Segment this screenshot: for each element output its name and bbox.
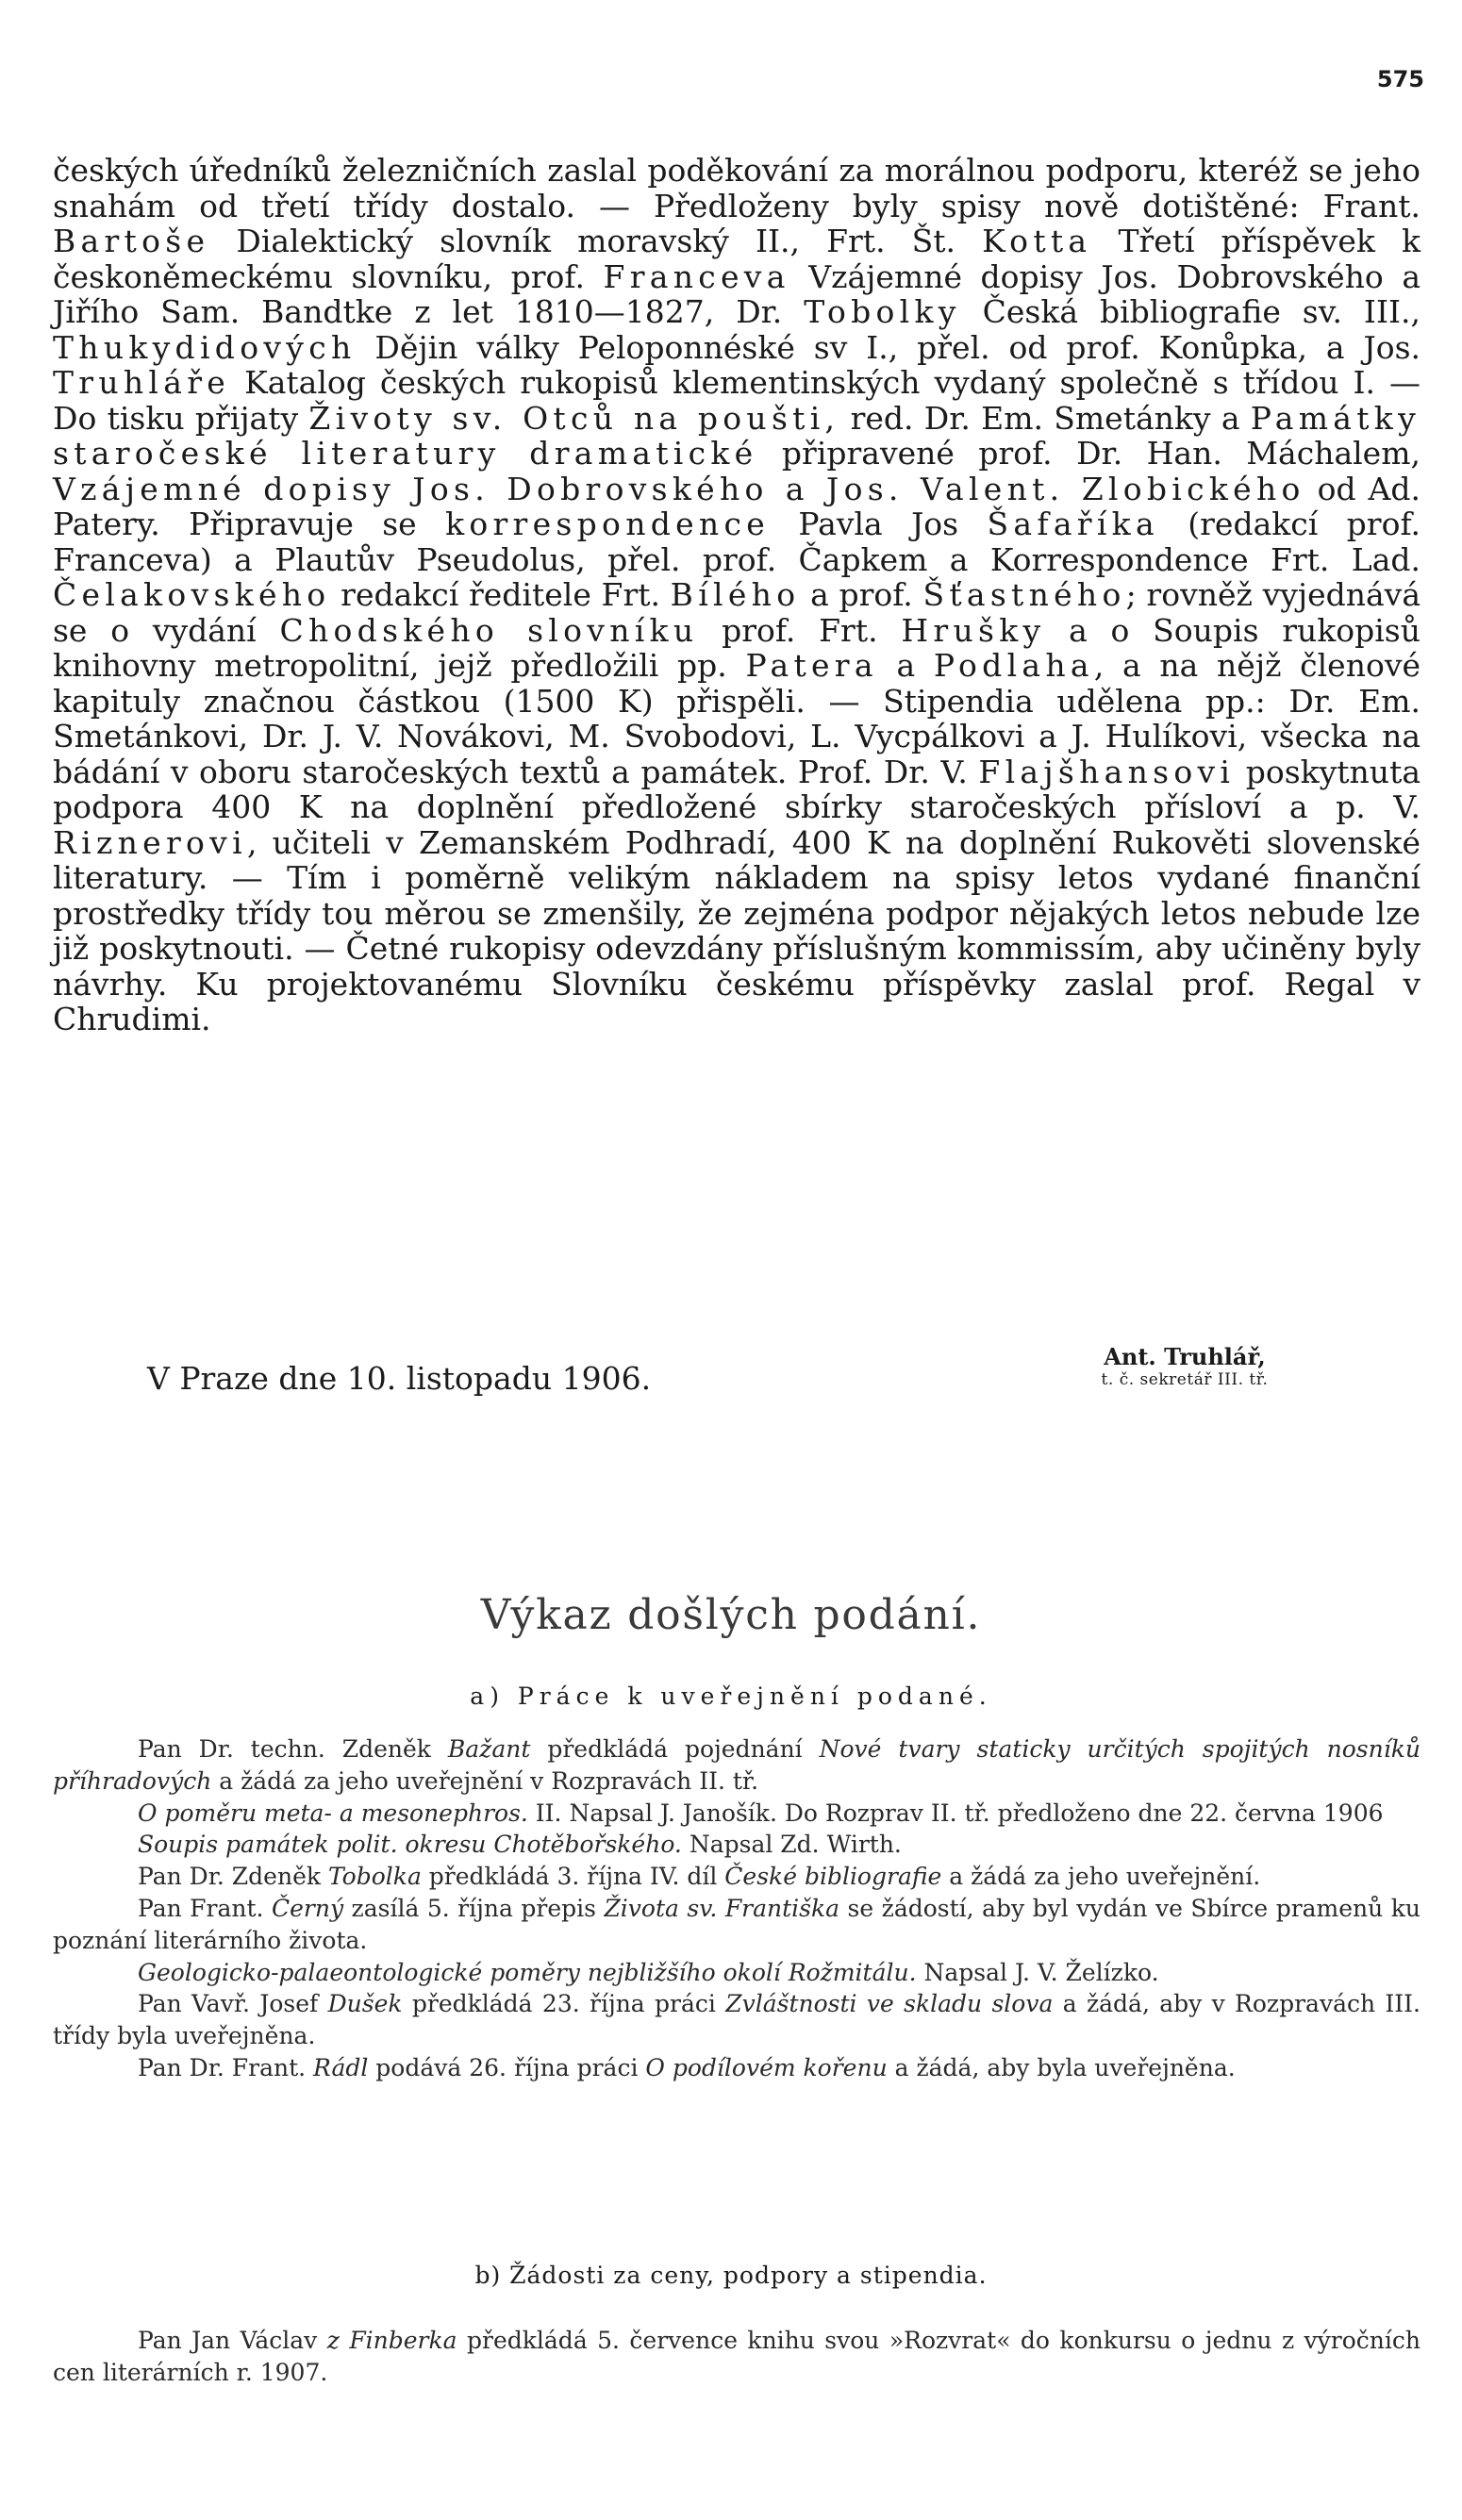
- spaced-emphasis: korrespondence: [445, 506, 771, 542]
- text-run: Vzájemné dopisy Jos. Dobrovského a Jiřího Sam. Bandtke z let 1810—1827, Dr.: [53, 257, 1420, 330]
- text-run: se žádostí, aby byl vydán ve Sbírce pramenů ku poznání literárního života.: [53, 1894, 1420, 1954]
- text-run: poskytnuta podpora 400 K na doplnění předložené sbírky staročeských přísloví a p. V.: [53, 753, 1421, 825]
- signature-row: [53, 1330, 1420, 1396]
- section-title: Výkaz došlých podání.: [480, 1590, 982, 1639]
- italic-title: Černý: [271, 1894, 344, 1922]
- submission-entry: [53, 1733, 1420, 1798]
- italic-title: O podílovém kořenu: [645, 2053, 888, 2081]
- spaced-emphasis: Životy sv. Otců na poušti,: [308, 399, 840, 437]
- submission-entry: [53, 1893, 1420, 1957]
- submission-entry: [53, 1829, 1420, 1861]
- text-run: Pan Dr. Zdeněk: [138, 1863, 328, 1891]
- spaced-emphasis: Kotta: [982, 223, 1092, 259]
- text-run: a žádá za jeho uveřejnění.: [941, 1863, 1261, 1891]
- text-run: zasílá 5. října přepis: [343, 1894, 605, 1922]
- text-run: a: [877, 647, 934, 684]
- date-line: V Praze dne 10. listopadu 1906.: [147, 1360, 652, 1397]
- submission-entry: [53, 1957, 1420, 1989]
- italic-title: Zvláštnosti ve skladu slova: [725, 1990, 1054, 2018]
- italic-title: Života sv. Františka: [604, 1894, 840, 1922]
- spaced-emphasis: Bartoše: [53, 223, 210, 259]
- spaced-emphasis: Šafaříka: [987, 506, 1159, 542]
- text-run: předkládá 3. října IV. díl: [421, 1863, 725, 1891]
- subsection-heading-b: b) Žádosti za ceny, podpory a stipendia.: [474, 2262, 988, 2289]
- text-run: podává 26. října práci: [368, 2053, 646, 2081]
- text-run: , a na nějž členové kapituly značnou částkou (1500 K) přispěli. — Stipendia udělena pp.: Dr. Em. Smetánkovi, Dr. J. V. Novákovi, M. Svobodovi, L. Vycpálkovi a J. Hulíkovi, všecka na bádání v oboru staročeských textů a památek. Prof. Dr. V.: [53, 647, 1421, 790]
- submission-entry: [53, 1798, 1420, 1830]
- italic-title: Tobolka: [327, 1863, 422, 1891]
- italic-title: České bibliografie: [724, 1863, 942, 1891]
- text-run: red. Dr. Em. Smetánky a: [839, 399, 1251, 437]
- text-run: ; rovněž vyjednává se o vydání: [53, 576, 1420, 649]
- text-run: českých úředníků železničních zaslal poděkování za morálnou podporu, kteréž se jeho snahám od třetí třídy dostalo. — Předloženy byly spisy nově dotištěné: Frant.: [53, 152, 1420, 224]
- text-run: Pan Jan Václav: [138, 2327, 327, 2354]
- text-run: Katalog českých rukopisů klementinských vydaný společně s třídou I. — Do tisku přijaty: [53, 364, 1420, 437]
- spaced-emphasis: Bílého: [670, 576, 801, 613]
- text-run: Napsal J. V. Želízko.: [916, 1958, 1159, 1986]
- submission-entry: [53, 1988, 1420, 2052]
- text-run: a žádá, aby v Rozpravách III. třídy byla uveřejněna.: [53, 1990, 1420, 2050]
- text-run: a o Soupis rukopisů knihovny metropolitní, jejž předložili pp.: [53, 611, 1420, 684]
- text-run: předkládá 23. října práci: [402, 1990, 726, 2018]
- signatory-name: Ant. Truhlář,: [1104, 1343, 1266, 1370]
- spaced-emphasis: Vzájemné dopisy Jos. Dobrovského a Jos. Valent. Zlobického: [53, 470, 1305, 507]
- italic-title: Bažant: [447, 1735, 531, 1763]
- spaced-emphasis: Šťastného: [922, 576, 1126, 613]
- spaced-emphasis: Podlaha: [933, 647, 1094, 684]
- text-run: Pavla Jos: [770, 506, 988, 542]
- spaced-emphasis: Riznerovi: [53, 823, 247, 861]
- text-run: (redakcí prof. Franceva) a Plautův Pseudolus, přel. prof. Čapkem a Korrespondence Frt. Lad.: [53, 506, 1420, 578]
- spaced-emphasis: Franceva: [603, 257, 790, 295]
- text-run: Třetí příspěvek k českoněmeckému slovníku, prof.: [53, 223, 1420, 295]
- italic-title: Dušek: [327, 1990, 403, 2018]
- submissions-list-a: [53, 1733, 1420, 2084]
- text-run: Napsal Zd. Wirth.: [681, 1831, 902, 1859]
- italic-title: Rádl: [313, 2053, 369, 2081]
- text-run: Dialektický slovník moravský II., Frt. Št.: [209, 223, 983, 259]
- text-run: od Ad. Patery. Připravuje se: [53, 470, 1421, 542]
- subsection-heading-a: a) Práce k uveřejnění podané.: [470, 1683, 992, 1710]
- submission-entry: [53, 2325, 1420, 2389]
- text-run: Dějin války Peloponnéské sv I., přel. od prof. Konůpka, a Jos.: [356, 328, 1420, 366]
- text-run: , učiteli v Zemanském Podhradí, 400 K na doplnění Rukověti slovenské literatury. — Tím i poměrně velikým nákladem na spisy letos vydané finanční prostředky třídy tou měrou se zmenšily, že zejména podpor nějakých letos nebude lze již poskytnouti. — Četné rukopisy odevzdány příslušným kommissím, aby učiněny byly návrhy. Ku projektovanému Slovníku českému příspěvky zaslal prof. Regal v Chrudimi.: [53, 823, 1420, 1037]
- text-run: Pan Frant.: [138, 1894, 272, 1922]
- italic-title: Soupis památek polit. okresu Chotěbořského.: [138, 1831, 682, 1859]
- text-run: redakcí ředitele Frt.: [330, 576, 671, 613]
- spaced-emphasis: Tobolky: [804, 293, 961, 330]
- text-run: Česká bibliografie sv. III.,: [960, 293, 1420, 330]
- spaced-emphasis: Thukydidových: [53, 328, 357, 366]
- page-number: 575: [1376, 66, 1424, 92]
- text-run: a žádá za jeho uveřejnění v Rozpravách II. tř.: [211, 1766, 759, 1795]
- text-run: připravené prof. Dr. Han. Máchalem,: [757, 435, 1420, 472]
- italic-title: Geologicko-palaeontologické poměry nejbližšího okolí Rožmitálu.: [138, 1958, 917, 1986]
- text-run: předkládá 5. července knihu svou »Rozvrat« do konkursu o jednu z výročních cen literárních r. 1907.: [53, 2327, 1420, 2386]
- text-run: II. Napsal J. Janošík. Do Rozprav II. tř. předloženo dne 22. června 1906: [527, 1799, 1384, 1827]
- spaced-emphasis: Hrušky: [901, 611, 1046, 649]
- text-run: Pan Dr. techn. Zdeněk: [138, 1735, 448, 1763]
- spaced-emphasis: Flajšhansovi: [978, 753, 1236, 790]
- submissions-list-b: [53, 2325, 1420, 2389]
- spaced-emphasis: Památky staročeské literatury dramatické: [53, 399, 1420, 472]
- spaced-emphasis: Truhláře: [53, 364, 231, 401]
- italic-title: Nové tvary staticky určitých spojitých nosníků příhradových: [53, 1735, 1420, 1795]
- text-run: a prof.: [800, 576, 923, 613]
- italic-title: O poměru meta- a mesonephros.: [138, 1799, 528, 1827]
- text-run: prof. Frt.: [698, 611, 902, 649]
- spaced-emphasis: Patera: [745, 647, 878, 684]
- text-run: Pan Vavř. Josef: [138, 1990, 328, 2018]
- spaced-emphasis: Čelakovského: [53, 576, 331, 613]
- text-run: Pan Dr. Frant.: [138, 2053, 314, 2081]
- report-paragraph: [53, 153, 1420, 1037]
- spaced-emphasis: Chodského slovníku: [279, 611, 699, 649]
- italic-title: z Finberka: [326, 2327, 457, 2354]
- text-run: a žádá, aby byla uveřejněna.: [887, 2053, 1236, 2081]
- signatory-role: t. č. sekretář III. tř.: [1101, 1370, 1269, 1389]
- submission-entry: [53, 2052, 1420, 2084]
- text-run: předkládá pojednání: [530, 1735, 820, 1763]
- signature-block: [1090, 1343, 1279, 1389]
- submission-entry: [53, 1861, 1420, 1893]
